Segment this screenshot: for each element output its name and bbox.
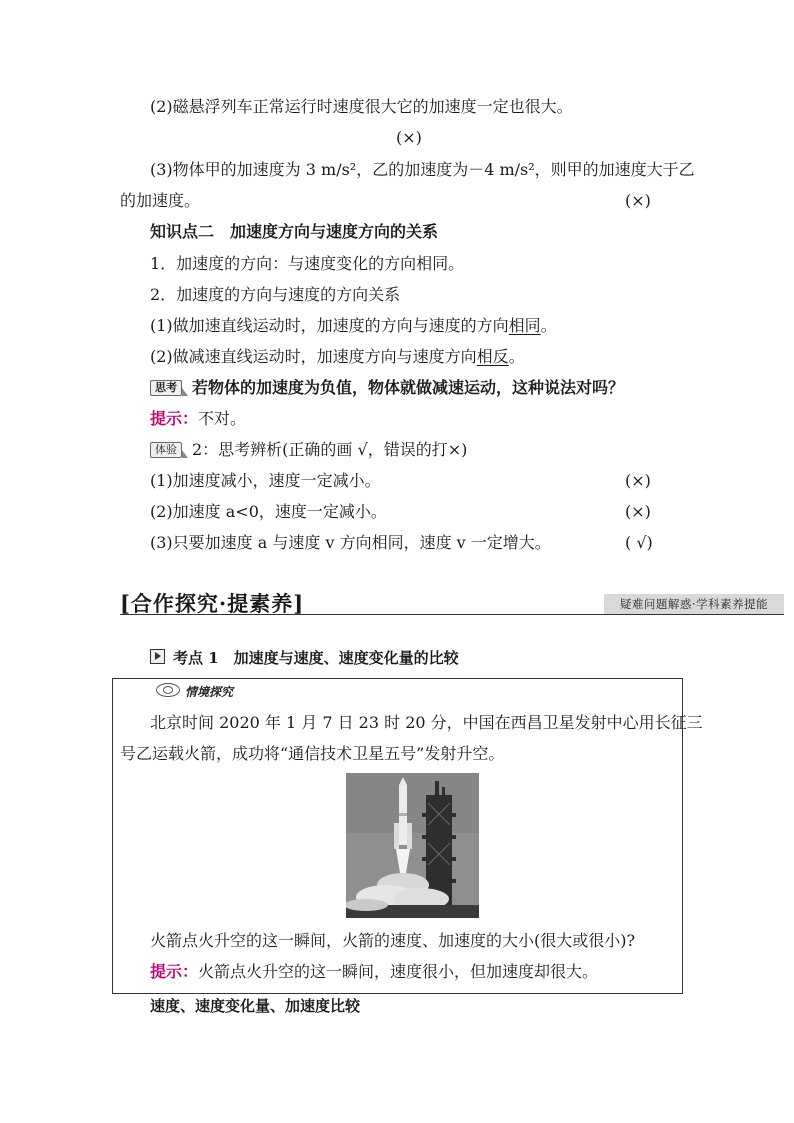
scenario-question: 火箭点火升空的这一瞬间，火箭的速度、加速度的大小(很大或很小)?: [150, 931, 636, 950]
hint-label: 提示：: [150, 409, 199, 428]
exp-item-3-mark: ( √): [625, 533, 653, 552]
rocket-launch-image: [346, 773, 479, 918]
exp-item-1: (1)加速度减小，速度一定减小。: [150, 471, 381, 490]
knowledge-2-item-4: (2)做减速直线运动时，加速度方向与速度方向相反。: [150, 347, 525, 366]
exp-item-1-mark: (×): [625, 471, 651, 490]
knowledge-point-2-title: 知识点二 加速度方向与速度方向的关系: [150, 222, 439, 241]
item-3-line2: 的加速度。: [120, 191, 201, 210]
scenario-hint-label: 提示：: [150, 962, 199, 981]
experience-tag: 体验: [150, 442, 182, 458]
think-question: 思考 若物体的加速度为负值，物体就做减速运动，这种说法对吗？: [150, 377, 624, 399]
answer-opposite: 相反: [476, 347, 509, 366]
think-tag: 思考: [150, 380, 182, 396]
knowledge-2-item-2: 2．加速度的方向与速度的方向关系: [150, 285, 401, 304]
think-hint: 提示：不对。: [150, 409, 247, 428]
item-3-mark: (×): [625, 191, 651, 210]
section-badge: 疑难问题解惑·学科素养提能: [604, 594, 784, 614]
knowledge-2-item-3: (1)做加速直线运动时，加速度的方向与速度的方向相同。: [150, 316, 557, 335]
scenario-paragraph-line1: 北京时间 2020 年 1 月 7 日 23 时 20 分，中国在西昌卫星发射中心用长征三: [150, 713, 703, 732]
exam-point-1: 考点 1 加速度与速度、速度变化量的比较: [150, 647, 459, 669]
experience-title: 体验 2：思考辨析(正确的画 √，错误的打×): [150, 439, 467, 461]
exp-item-2-mark: (×): [625, 502, 651, 521]
answer-same: 相同: [508, 316, 541, 335]
section-divider: [120, 614, 784, 615]
item-3-line1: (3)物体甲的加速度为 3 m/s²，乙的加速度为－4 m/s²，则甲的加速度大于乙: [150, 160, 695, 179]
play-icon: [150, 649, 165, 664]
item-2-mark: (×): [396, 128, 422, 147]
comparison-heading: 速度、速度变化量、加速度比较: [150, 997, 361, 1015]
scenario-label: 情境探究: [156, 683, 233, 700]
item-2-maglev: (2)磁悬浮列车正常运行时速度很大它的加速度一定也很大。: [150, 97, 573, 116]
scenario-hint: 提示：火箭点火升空的这一瞬间，速度很小，但加速度却很大。: [150, 962, 599, 981]
section-title: [合作探究·提素养]: [120, 591, 305, 616]
exp-item-3: (3)只要加速度 a 与速度 v 方向相同，速度 v 一定增大。: [150, 533, 551, 552]
rocket-launch-photo: [346, 773, 479, 918]
knowledge-2-item-1: 1．加速度的方向：与速度变化的方向相同。: [150, 254, 465, 273]
scenario-paragraph-line2: 号乙运载火箭，成功将“通信技术卫星五号”发射升空。: [120, 744, 505, 763]
exp-item-2: (2)加速度 a<0，速度一定减小。: [150, 502, 387, 521]
scenario-icon: [156, 683, 180, 697]
